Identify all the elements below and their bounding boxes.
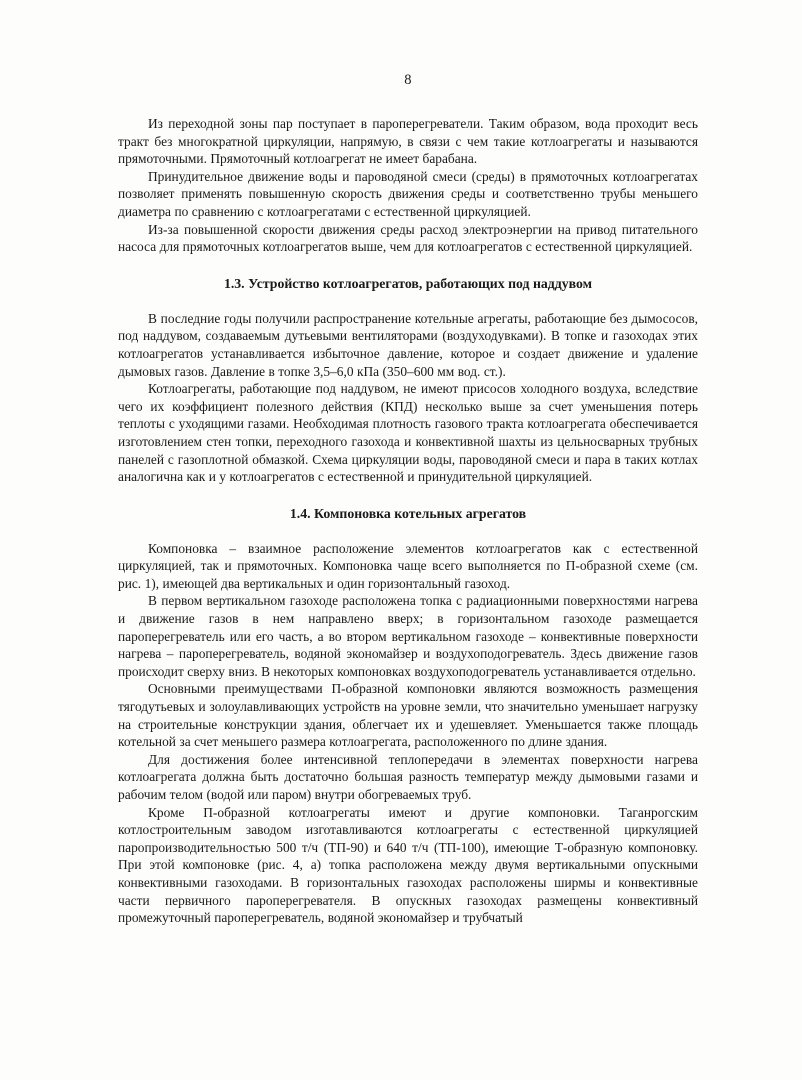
heading-1-4: 1.4. Компоновка котельных агрегатов [289, 505, 527, 521]
paragraph-9: Для достижения более интенсивной теплопередачи в элементах поверхности нагрева котлоагрегата должна быть достаточно большая разность температур между дымовыми газами и рабочим телом (водой или паром) внутри обогреваемых труб. [118, 751, 698, 802]
paragraph-4: В последние годы получили распространение котельные агрегаты, работающие без дымососов, под наддувом, создаваемым дутьевыми вентиляторами (воздуходувками). В топке и газоходах этих котлоагрегатов устанавливается избыточное давление, которое и создает движение и удаление дымовых газов. Давление в топке 3,5–6,0 кПа (350–600 мм вод. ст.). [118, 310, 698, 379]
heading-1-3: 1.3. Устройство котлоагрегатов, работающих под наддувом [223, 275, 593, 291]
paragraph-8: Основными преимуществами П-образной компоновки являются возможность размещения тягодутьевых и золоулавливающих устройств на уровне земли, что значительно уменьшает нагрузку на строительные конструкции здания, облегчает их и удешевляет. Уменьшается также площадь котельной за счет меньшего размера котлоагрегата, расположенного по длине здания. [118, 681, 698, 750]
paragraph-6: Компоновка – взаимное расположение элементов котлоагрегатов как с естественной циркуляцией, так и прямоточных. Компоновка чаще всего выполняется по П-образной схеме (см. рис. 1), имеющей два вертикальных и один горизонтальный газоход. [118, 540, 698, 591]
paragraph-7: В первом вертикальном газоходе расположена топка с радиационными поверхностями нагрева и движение газов в нем направлено вверх; в горизонтальном газоходе размещается пароперегреватель или его часть, а во втором вертикальном газоходе – конвективные поверхности нагрева – пароперегреватель, водяной экономайзер и воздухоподогреватель. Здесь движение газов происходит сверху вниз. В некоторых компоновках воздухоподогреватель устанавливается отдельно. [118, 593, 698, 679]
paragraph-2: Принудительное движение воды и пароводяной смеси (среды) в прямоточных котлоагрегатах позволяет применять повышенную скорость движения среды и соответственно трубы меньшего диаметра по сравнению с котлоагрегатами с естественной циркуляцией. [118, 168, 698, 219]
page-number: 8 [404, 72, 412, 88]
paragraph-5: Котлоагрегаты, работающие под наддувом, не имеют присосов холодного воздуха, вследствие чего их коэффициент полезного действия (КПД) несколько выше за счет уменьшения потерь теплоты с уходящими газами. Необходимая плотность газового тракта котлоагрегата обеспечивается изготовлением стен топки, переходного газохода и конвективной шахты из цельносварных трубных панелей с газоплотной обмазкой. Схема циркуляции воды, пароводяной смеси и пара в таких котлах аналогична как и у котлоагрегатов с естественной и принудительной циркуляцией. [118, 381, 698, 485]
paragraph-10: Кроме П-образной котлоагрегаты имеют и другие компоновки. Таганрогским котлостроительным заводом изготавливаются котлоагрегаты с естественной циркуляцией паропроизводительностью 500 т/ч (ТП-90) и 640 т/ч (ТП-100), имеющие Т-образную компоновку. При этой компоновке (рис. 4, а) топка расположена между двумя вертикальными опускными конвективными газоходами. В горизонтальных газоходах расположены ширмы и конвективные части первичного пароперегревателя. В опускных газоходах размещены конвективный промежуточный пароперегреватель, водяной экономайзер и трубчатый [118, 804, 698, 926]
paragraph-3: Из-за повышенной скорости движения среды расход электроэнергии на привод питательного насоса для прямоточных котлоагрегатов выше, чем для котлоагрегатов с естественной циркуляцией. [118, 221, 698, 255]
paragraph-1: Из переходной зоны пар поступает в пароперегреватели. Таким образом, вода проходит весь тракт без многократной циркуляции, напрямую, в связи с чем такие котлоагрегаты и называются прямоточными. Прямоточный котлоагрегат не имеет барабана. [118, 116, 698, 167]
